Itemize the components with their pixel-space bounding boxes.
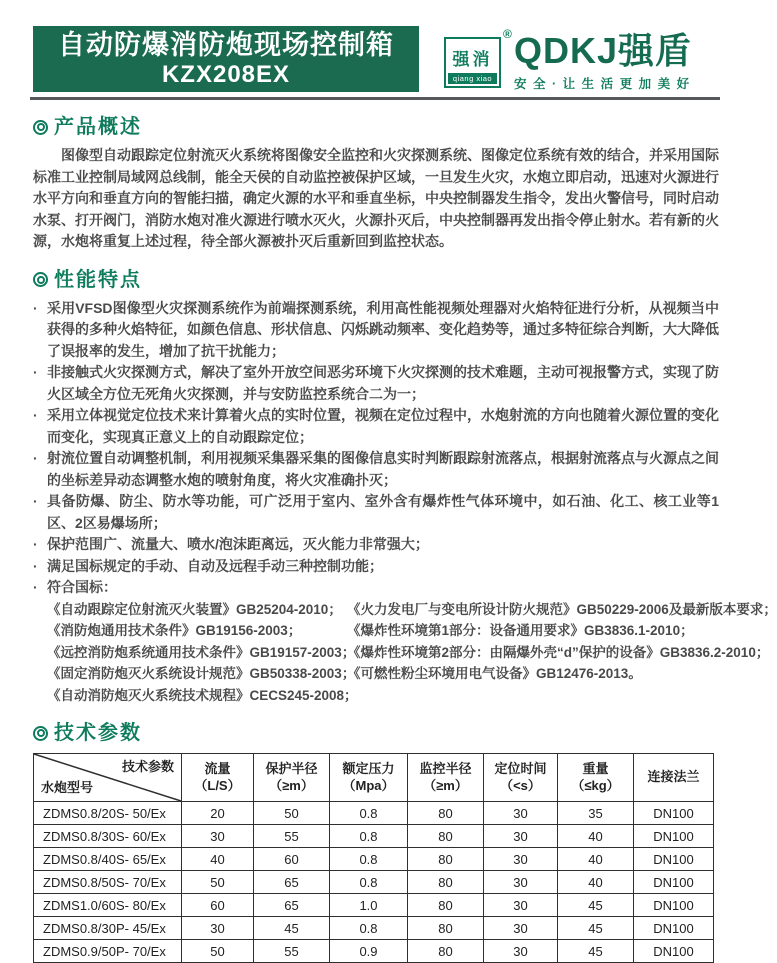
table-row (34, 917, 714, 940)
value-cell: 20 (182, 802, 254, 825)
standard-item: 《自动消防炮灭火系统技术规程》CECS245-2008； (47, 687, 358, 703)
column-label: 额定压力 (342, 761, 395, 777)
product-title-box (33, 26, 419, 92)
value-cell: 40 (558, 848, 634, 871)
feature-item (33, 405, 719, 448)
table-row (34, 848, 714, 871)
bullet-marker: · (33, 407, 38, 423)
feature-item (33, 556, 719, 578)
model-cell: ZDMS0.8/20S- 50/Ex (34, 802, 182, 825)
column-header (408, 754, 484, 802)
standards-column-left (47, 599, 358, 707)
bullet-marker: · (33, 493, 38, 509)
model-cell: ZDMS0.8/30P- 45/Ex (34, 917, 182, 940)
feature-item (33, 491, 719, 534)
value-cell: 0.8 (330, 802, 408, 825)
column-label: 定位时间 (494, 761, 547, 777)
standard-item: 《爆炸性环境第2部分：由隔爆外壳“d”保护的设备》GB3836.2-2010； (347, 644, 770, 660)
standard-item: 《火力发电厂与变电所设计防火规范》GB50229-2006及最新版本要求； (347, 601, 777, 617)
value-cell: 80 (408, 894, 484, 917)
value-cell: 80 (408, 802, 484, 825)
feature-text: 具备防爆、防尘、防水等功能，可广泛用于室内、室外含有爆炸性气体环境中，如石油、化工、核工业等1区、2区易爆场所； (47, 493, 719, 531)
value-cell: 30 (484, 825, 558, 848)
standard-item: 《消防炮通用技术条件》GB19156-2003； (47, 623, 302, 638)
section-heading-label: 产品概述 (54, 116, 142, 138)
value-cell: 80 (408, 917, 484, 940)
column-unit: （≥m） (269, 777, 314, 793)
value-cell: 45 (558, 917, 634, 940)
column-header (254, 754, 330, 802)
feature-item (33, 362, 719, 405)
standard-item: 《自动跟踪定位射流灭火装置》GB25204-2010； (47, 601, 342, 617)
column-label: 重量 (582, 761, 609, 777)
bullet-marker: · (33, 299, 38, 316)
value-cell: DN100 (634, 802, 714, 825)
value-cell: 45 (558, 894, 634, 917)
section-heading-overview (33, 115, 719, 139)
model-cell: ZDMS1.0/60S- 80/Ex (34, 894, 182, 917)
column-label: 连接法兰 (647, 769, 700, 785)
table-row (34, 940, 714, 963)
product-title: 自动防爆消防炮现场控制箱 (58, 29, 394, 60)
value-cell: 45 (558, 940, 634, 963)
corner-label-model: 水炮型号 (41, 779, 94, 795)
brand-seal-text: 强消 (452, 49, 493, 69)
model-cell: ZDMS0.9/50P- 70/Ex (34, 940, 182, 963)
bullet-marker: · (33, 536, 38, 552)
value-cell: 65 (254, 894, 330, 917)
value-cell: 40 (182, 848, 254, 871)
table-row (34, 802, 714, 825)
section-heading-features (33, 268, 719, 292)
registered-trademark-icon: ® (503, 27, 512, 41)
standard-item: 《固定消防炮灭火系统设计规范》GB50338-2003； (47, 666, 356, 681)
feature-text: 保护范围广、流量大、喷水/泡沫距离远，灭火能力非常强大； (47, 536, 429, 552)
value-cell: 50 (182, 940, 254, 963)
value-cell: 80 (408, 848, 484, 871)
value-cell: 0.8 (330, 871, 408, 894)
value-cell: DN100 (634, 894, 714, 917)
brand-seal-pinyin: qiang xiao (448, 73, 497, 84)
feature-text: 满足国标规定的手动、自动及远程手动三种控制功能； (47, 557, 383, 574)
feature-text: 采用VFSD图像型火灾探测系统作为前端探测系统，利用高性能视频处理器对火焰特征进行分析，从视频当中获得的多种火焰特征，如颜色信息、形状信息、闪烁跳动频率、变化趋势等，通过多特征综合判断，大大降低了误报率的发生，增加了抗干扰能力； (47, 299, 719, 359)
standard-item: 《爆炸性环境第1部分：设备通用要求》GB3836.1-2010； (347, 623, 694, 638)
brand-logotype: QDKJ强盾 (514, 30, 693, 71)
column-label: 监控半径 (419, 761, 472, 777)
table-corner-cell (34, 754, 182, 802)
brand-block (514, 31, 724, 92)
column-header (330, 754, 408, 802)
feature-item (33, 577, 719, 599)
value-cell: 45 (254, 917, 330, 940)
value-cell: 40 (558, 871, 634, 894)
standards-list (47, 599, 777, 707)
column-label: 流量 (204, 761, 231, 777)
parameters-table (33, 753, 714, 963)
bullet-marker: · (33, 364, 38, 380)
value-cell: 35 (558, 802, 634, 825)
table-row (34, 894, 714, 917)
column-unit: （≥m） (423, 777, 468, 793)
feature-text: 符合国标： (47, 579, 117, 595)
feature-item (33, 298, 719, 363)
value-cell: 55 (254, 825, 330, 848)
column-unit: （L/S） (194, 777, 241, 793)
table-row (34, 871, 714, 894)
value-cell: 30 (484, 917, 558, 940)
column-header (182, 754, 254, 802)
table-row (34, 825, 714, 848)
section-heading-label: 技术参数 (54, 722, 142, 744)
value-cell: DN100 (634, 825, 714, 848)
value-cell: 55 (254, 940, 330, 963)
value-cell: DN100 (634, 848, 714, 871)
value-cell: 30 (182, 825, 254, 848)
standard-item: 《可燃性粉尘环境用电气设备》GB12476-2013。 (347, 666, 642, 681)
overview-paragraph: 图像型自动跟踪定位射流灭火系统将图像安全监控和火灾探测系统、图像定位系统有效的结合，并采用国际标准工业控制局域网总线制，能全天侯的自动监控被保护区域，一旦发生火灾，水炮立即启动，迅速对火源进行水平方向和垂直方向的智能扫描，确定火源的水平和垂直坐标，中央控制器发生指令，发出火警信号，同时启动水泵、打开阀门，消防水炮对准火源进行喷水灭火，火源扑灭后，中央控制器再发出指令停止射水。若有新的火源，水炮将重复上述过程，待全部火源被扑灭后重新回到监控状态。 (33, 147, 719, 249)
value-cell: 30 (484, 871, 558, 894)
column-header (484, 754, 558, 802)
value-cell: DN100 (634, 871, 714, 894)
value-cell: 30 (484, 940, 558, 963)
value-cell: 80 (408, 825, 484, 848)
column-label: 保护半径 (265, 761, 318, 777)
feature-text: 采用立体视觉定位技术来计算着火点的实时位置，视频在定位过程中，水炮射流的方向也随着火源位置的变化而变化，实现真正意义上的自动跟踪定位； (47, 407, 719, 445)
column-header (558, 754, 634, 802)
value-cell: 0.8 (330, 917, 408, 940)
value-cell: 0.9 (330, 940, 408, 963)
section-heading-parameters (33, 721, 719, 745)
column-unit: （≤kg） (571, 777, 620, 793)
section-heading-label: 性能特点 (54, 268, 142, 291)
value-cell: 50 (182, 871, 254, 894)
column-header (634, 754, 714, 802)
standards-column-right (347, 599, 777, 707)
value-cell: 40 (558, 825, 634, 848)
bullet-marker: · (33, 450, 38, 466)
value-cell: 0.8 (330, 848, 408, 871)
column-unit: （<s） (500, 777, 541, 793)
feature-list (33, 298, 719, 599)
value-cell: 1.0 (330, 894, 408, 917)
standard-item: 《远控消防炮系统通用技术条件》GB19157-2003； (47, 644, 356, 660)
model-cell: ZDMS0.8/50S- 70/Ex (34, 871, 182, 894)
feature-text: 射流位置自动调整机制，利用视频采集器采集的图像信息实时判断跟踪射流落点，根据射流落点与火源点之间的坐标差异动态调整水炮的喷射角度，将火灾准确扑灭； (47, 450, 719, 488)
section-ring-icon (33, 726, 48, 741)
product-model-code: KZX208EX (161, 60, 291, 88)
value-cell: DN100 (634, 917, 714, 940)
bullet-marker: · (33, 557, 38, 574)
value-cell: 60 (254, 848, 330, 871)
feature-item (33, 448, 719, 491)
bullet-marker: · (33, 579, 38, 595)
section-ring-icon (33, 120, 48, 135)
value-cell: 65 (254, 871, 330, 894)
value-cell: 30 (484, 848, 558, 871)
column-unit: （Mpa） (342, 777, 395, 793)
corner-label-parameters: 技术参数 (121, 759, 174, 774)
feature-item (33, 534, 719, 556)
table-header-row (34, 754, 714, 802)
brand-seal-logo (444, 37, 501, 88)
value-cell: DN100 (634, 940, 714, 963)
model-cell: ZDMS0.8/30S- 60/Ex (34, 825, 182, 848)
feature-text: 非接触式火灾探测方式，解决了室外开放空间恶劣环境下火灾探测的技术难题，主动可视报警方式，实现了防火区域全方位无死角火灾探测，并与安防监控系统合二为一； (47, 364, 719, 402)
value-cell: 30 (484, 894, 558, 917)
section-ring-icon (33, 272, 48, 287)
page-content (33, 100, 777, 963)
value-cell: 0.8 (330, 825, 408, 848)
value-cell: 80 (408, 871, 484, 894)
value-cell: 30 (484, 802, 558, 825)
brand-tagline: 安全·让生活更加美好 (514, 77, 696, 91)
value-cell: 80 (408, 940, 484, 963)
value-cell: 30 (182, 917, 254, 940)
value-cell: 50 (254, 802, 330, 825)
model-cell: ZDMS0.8/40S- 65/Ex (34, 848, 182, 871)
value-cell: 60 (182, 894, 254, 917)
